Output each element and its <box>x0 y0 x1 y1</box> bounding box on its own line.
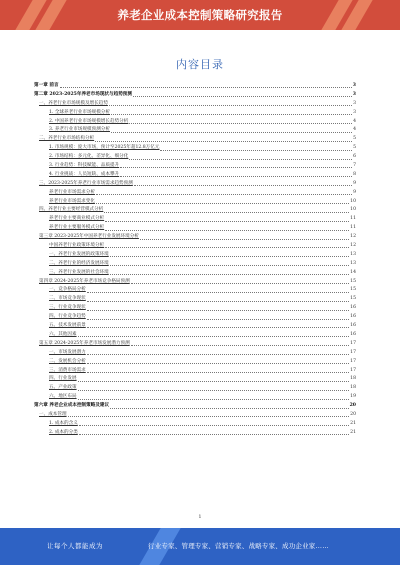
toc-leader-dots <box>87 327 349 328</box>
toc-entry-page: 9 <box>353 189 356 195</box>
toc-leader-dots <box>110 408 348 409</box>
toc-entry[interactable] <box>34 286 356 295</box>
toc-entry[interactable] <box>34 233 356 242</box>
toc-entry-page: 9 <box>353 180 356 186</box>
toc-entry-page: 7 <box>353 163 356 169</box>
toc-entry[interactable] <box>34 153 356 162</box>
toc-entry-page: 3 <box>353 109 356 115</box>
toc-entry-title: 六、其他因素 <box>49 331 77 337</box>
toc-entry[interactable] <box>34 126 356 135</box>
toc-entry-title: 二、发展机会分析 <box>49 358 86 364</box>
toc-leader-dots <box>109 105 352 106</box>
toc-entry-page: 3 <box>352 83 356 88</box>
toc-entry-title: 2. 成本的分类 <box>49 429 78 435</box>
toc-leader-dots <box>160 150 352 151</box>
toc-entry-page: 18 <box>350 385 356 391</box>
toc-entry-title: 第一章 前言 <box>34 83 59 88</box>
toc-entry[interactable] <box>34 393 356 402</box>
toc-entry-title: 四、行业竞争趋势 <box>49 314 86 320</box>
toc-entry-page: 14 <box>350 269 356 275</box>
toc-entry[interactable] <box>34 135 356 144</box>
toc-entry-page: 15 <box>350 296 356 302</box>
toc-leader-dots <box>110 265 349 266</box>
toc-entry-title: 二、养老行业市场结构分析 <box>39 136 95 142</box>
toc-leader-dots <box>110 256 349 257</box>
toc-leader-dots <box>87 310 349 311</box>
toc-leader-dots <box>87 363 349 364</box>
toc-entry-title: 养老行业主要商业模式分析 <box>49 216 105 222</box>
toc-leader-dots <box>87 292 349 293</box>
toc-entry[interactable] <box>34 82 356 91</box>
toc-entry[interactable] <box>34 269 356 278</box>
footer-slogan-right: 行业专家、管理专家、营销专家、战略专家、成功企业家…… <box>148 542 329 550</box>
toc-entry-page: 17 <box>350 367 356 373</box>
toc-entry[interactable] <box>34 402 356 411</box>
toc-entry[interactable] <box>34 429 356 438</box>
toc-entry-page: 13 <box>350 260 356 266</box>
toc-entry-title: 二、市场竞争现状 <box>49 296 86 302</box>
toc-entry-title: 三、养老行业发展的社会环境 <box>49 269 109 275</box>
toc-entry-page: 20 <box>349 403 356 409</box>
toc-entry-title: 养老行业主要服务模式分析 <box>49 225 105 231</box>
toc-entry-page: 15 <box>350 278 356 284</box>
toc-entry[interactable] <box>34 278 356 287</box>
toc-entry[interactable] <box>34 304 356 313</box>
document-title: 养老企业成本控制策略研究报告 <box>117 8 283 22</box>
toc-entry-page: 10 <box>350 207 356 213</box>
toc-entry-page: 3 <box>352 91 356 97</box>
toc-entry-title: 1. 全球养老行业市场规模分析 <box>49 109 110 115</box>
toc-entry-page: 18 <box>350 376 356 382</box>
toc-entry[interactable] <box>34 215 356 224</box>
toc-leader-dots <box>110 274 349 275</box>
toc-entry-title: 1. 成本的含义 <box>49 420 78 426</box>
toc-entry[interactable] <box>34 384 356 393</box>
toc-entry[interactable] <box>34 224 356 233</box>
toc-leader-dots <box>134 185 352 186</box>
toc-leader-dots <box>78 390 350 391</box>
toc-leader-dots <box>87 372 349 373</box>
toc-entry-page: 11 <box>350 216 356 222</box>
toc-entry-title: 五、产业政策 <box>49 385 77 391</box>
toc-leader-dots <box>96 194 352 195</box>
toc-leader-dots <box>105 247 349 248</box>
toc-entry[interactable] <box>34 313 356 322</box>
toc-leader-dots <box>140 239 349 240</box>
page-number: 1 <box>198 514 202 520</box>
toc-entry-page: 16 <box>350 314 356 320</box>
toc-entry[interactable] <box>34 180 356 189</box>
toc-entry-title: 第二章 2023-2025年养老市场现状与趋势预测 <box>34 91 132 97</box>
toc-entry[interactable] <box>34 375 356 384</box>
toc-entry-title: 第六章 养老企业成本控制策略及建议 <box>34 403 110 409</box>
toc-entry-title: 养老行业市场需求分析 <box>49 189 95 195</box>
toc-entry-page: 15 <box>350 287 356 293</box>
toc-leader-dots <box>120 167 352 168</box>
toc-entry-page: 16 <box>350 305 356 311</box>
toc-leader-dots <box>60 87 352 88</box>
toc-leader-dots <box>111 132 352 133</box>
toc-leader-dots <box>87 319 349 320</box>
toc-entry[interactable] <box>34 91 356 100</box>
toc-entry[interactable] <box>34 358 356 367</box>
header-banner <box>0 0 400 30</box>
toc-leader-dots <box>78 399 350 400</box>
toc-entry[interactable] <box>34 260 356 269</box>
toc-leader-dots <box>111 114 352 115</box>
toc-entry[interactable] <box>34 251 356 260</box>
toc-leader-dots <box>133 96 352 97</box>
toc-leader-dots <box>68 416 350 417</box>
toc-entry-page: 5 <box>353 145 356 151</box>
footer-banner <box>0 528 400 565</box>
toc-leader-dots <box>105 230 349 231</box>
toc-entry[interactable] <box>34 367 356 376</box>
toc-entry-title: 3. 养老行业市场规模预测分析 <box>49 127 110 133</box>
toc-leader-dots <box>79 425 349 426</box>
toc-entry-page: 16 <box>350 331 356 337</box>
toc-entry-title: 一、成本管理 <box>39 411 67 417</box>
toc-entry-page: 17 <box>350 358 356 364</box>
toc-leader-dots <box>87 354 349 355</box>
toc-leader-dots <box>79 434 349 435</box>
toc-entry-title: 一、竞争格局分析 <box>49 287 86 293</box>
toc-entry[interactable] <box>34 295 356 304</box>
toc-entry-title: 中国养老行业政策环境分析 <box>49 243 105 249</box>
toc-entry-page: 20 <box>350 411 356 417</box>
toc-entry[interactable] <box>34 420 356 429</box>
toc-entry[interactable] <box>34 242 356 251</box>
toc-entry-page: 17 <box>350 340 356 346</box>
toc-entry-title: 2. 市场结构：多元化、差异化、细分化 <box>49 154 129 160</box>
toc-entry-title: 3. 行业趋势：科技赋能、品质提升 <box>49 163 120 169</box>
toc-entry[interactable] <box>34 100 356 109</box>
toc-entry[interactable] <box>34 331 356 340</box>
toc-entry-title: 2. 中国养老行业市场规模增长趋势分析 <box>49 118 129 124</box>
toc-leader-dots <box>78 381 350 382</box>
toc-leader-dots <box>105 221 349 222</box>
toc-entry[interactable] <box>34 171 356 180</box>
toc-entry-title: 三、消费市场需求 <box>49 367 86 373</box>
toc-entry[interactable] <box>34 198 356 207</box>
toc-entry-title: 养老行业市场需求变化 <box>49 198 95 204</box>
toc-entry-title: 第五章 2024-2025年养老市场发展潜力预测 <box>39 340 130 346</box>
toc-entry-title: 一、养老行业市场规模及增长趋势 <box>39 100 108 106</box>
toc-entry-title: 第三章 2023-2025年中国养老行业发展环境分析 <box>39 234 139 240</box>
toc-entry[interactable] <box>34 118 356 127</box>
toc-entry-page: 12 <box>350 243 356 249</box>
toc-leader-dots <box>78 336 350 337</box>
toc-entry-page: 19 <box>350 394 356 400</box>
toc-leader-dots <box>131 283 349 284</box>
toc-entry[interactable] <box>34 340 356 349</box>
toc-leader-dots <box>87 301 349 302</box>
toc-leader-dots <box>96 203 349 204</box>
toc-leader-dots <box>120 176 352 177</box>
toc-entry-title: 五、技术发展前景 <box>49 323 86 329</box>
toc-leader-dots <box>131 345 349 346</box>
toc-entry-page: 4 <box>353 127 356 133</box>
toc-entry-page: 21 <box>350 429 356 435</box>
toc-entry-page: 21 <box>350 420 356 426</box>
toc-entry-title: 三、2023-2025年养老行业市场需求趋势预测 <box>39 180 133 186</box>
toc-entry[interactable] <box>34 144 356 153</box>
toc-entry-page: 8 <box>353 171 356 177</box>
toc-entry-page: 16 <box>350 323 356 329</box>
toc-entry-title: 三、行业竞争现状 <box>49 305 86 311</box>
toc-entry[interactable] <box>34 322 356 331</box>
toc-entry-title: 一、市场发展潜力 <box>49 349 86 355</box>
toc-entry-title: 六、地区布局 <box>49 394 77 400</box>
toc-entry[interactable] <box>34 162 356 171</box>
toc-entry-title: 4. 行业挑战：人员短缺、成本攀升 <box>49 171 120 177</box>
toc-entry-title: 四、行业发展 <box>49 376 77 382</box>
toc-entry[interactable] <box>34 206 356 215</box>
toc-heading: 内容目录 <box>176 58 224 71</box>
toc-entry-page: 4 <box>353 118 356 124</box>
toc-entry[interactable] <box>34 411 356 420</box>
toc-entry-title: 一、养老行业发展的政策环境 <box>49 251 109 257</box>
toc-entry-page: 12 <box>350 234 356 240</box>
toc-entry-page: 11 <box>350 225 356 231</box>
toc-leader-dots <box>95 141 352 142</box>
toc-entry-title: 四、养老行业主要经营模式分析 <box>39 207 104 213</box>
toc-entry[interactable] <box>34 109 356 118</box>
toc-entry-page: 3 <box>353 100 356 106</box>
toc-entry-page: 17 <box>350 349 356 355</box>
toc-entry-title: 二、养老行业的经济发展环境 <box>49 260 109 266</box>
toc-entry-page: 13 <box>350 251 356 257</box>
toc-entry-page: 10 <box>350 198 356 204</box>
toc-entry[interactable] <box>34 189 356 198</box>
toc-entry-page: 5 <box>353 136 356 142</box>
toc-entry-page: 6 <box>353 154 356 160</box>
footer-slogan-left: 让每个人都能成为 <box>47 542 103 550</box>
table-of-contents <box>34 82 356 438</box>
toc-leader-dots <box>129 123 352 124</box>
toc-leader-dots <box>104 212 349 213</box>
toc-leader-dots <box>129 159 352 160</box>
toc-entry-title: 第四章 2024-2025年养老市场竞争格局预测 <box>39 278 130 284</box>
toc-entry[interactable] <box>34 349 356 358</box>
toc-entry-title: 1. 市场规模：庞大市场，预计至2025年超12.8万亿元 <box>49 145 160 151</box>
